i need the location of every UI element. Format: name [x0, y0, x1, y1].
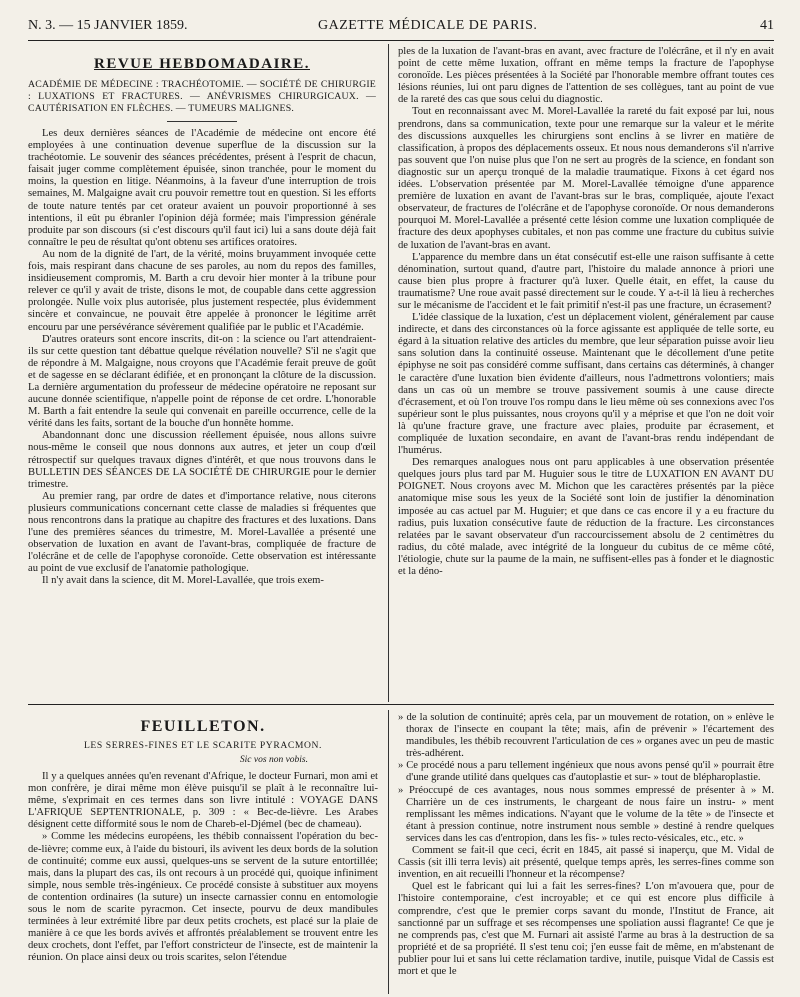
- paragraph: Quel est le fabricant qui lui a fait les serres-fines? L'on m'avouera que, pour de l'histoire contemporaine, c'est incroyable; et ce qui est encore plus difficile à comprendre, c'est que le premier corps savant du monde, l'Institut de France, ait sanctionné par un suffrage et ses récompenses une spoliation aussi flagrante! Ce que je ne comprends pas, c'est que M. Furnari ait assisté l'arme au bras à la destruction de sa propriété et de sa propriété. Il s'est tenu coi; j'en eusse fait de même, en m'abstenant de publier pour lui et sans lui cette réclamation tardive, inutile, puisque Vidal de Cassis est mort et que le: [398, 881, 774, 977]
- paragraph: Les deux dernières séances de l'Académie de médecine ont encore été employées à une continuation devenue superflue de la discussion sur la trachéotomie. Le souvenir des séances précédentes, présent à l'esprit de chacun, faisait juger comme complètement épuisée, sinon tranchée, pour le moment du moins, la question en litige. Néanmoins, à la faveur d'une interruption de trois semaines, M. Malgaigne avait cru pouvoir remettre tout en question. Si les efforts de toute nature tentés par cet orateur avaient un pouvoir proportionné à ses intentions, il eût pu ébranler l'opinion déjà formée; mais l'impression générale produite par son discours (si c'est discours qu'il faut ici) lui a sans doute déjà fait connaître le peu de résultat qu'ont obtenu ses artifices oratoires.: [28, 128, 376, 248]
- feuilleton-title: FEUILLETON.: [140, 718, 266, 735]
- feuilleton-left-column: [28, 712, 378, 994]
- paragraph: Il y a quelques années qu'en revenant d'Afrique, le docteur Furnari, mon ami et mon confrère, je dirai même mon élève puisqu'il se plaît à le reconnaître lui-même, s'exprimait en ces termes dans son livre intitulé : VOYAGE DANS L'AFRIQUE SEPTENTRIONALE, p. 309 : « Bec-de-lièvre. Les Arabes désignent cette difformité sous le nom de Chareb-el-Djémel (bec de chameau).: [28, 771, 378, 831]
- journal-title: GAZETTE MÉDICALE DE PARIS.: [318, 18, 538, 33]
- issue-number: N. 3. — 15 JANVIER 1859.: [28, 18, 188, 33]
- paragraph: Au nom de la dignité de l'art, de la vérité, moins bruyamment invoquée cette fois, mais respirant dans chacune de ses paroles, au nom du repos des familles, insidieusement compromis, M. Barth a cru devoir hier monter à la tribune pour relever ce qu'il y avait de triste, disons le mot, de coupable dans cette aggression prolongée. Nulle voix plus autorisée, plus justement respectée, plus évidemment sincère et convaincue, ne pouvait être appelée à prononcer le légitime arrêt encouru par une persévérance sévèrement qualifiée par le public et l'Académie.: [28, 248, 376, 333]
- paragraph: L'apparence du membre dans un état consécutif est-elle une raison suffisante à cette dénomination, surtout quand, d'autre part, l'histoire du malade annonce à priori une cause bien plus propre à fracturer qu'à luxer. Quelle était, en effet, la cause du traumatisme? Une roue avait passé directement sur le coude. Y a-t-il là lieu à recherches sur le mécanisme de l'accident et le fait primitif n'est-il pas une fracture, un écrasement?: [398, 251, 774, 311]
- paragraph: Des remarques analogues nous ont paru applicables à une observation présentée quelques jours plus tard par M. Huguier sous le titre de LUXATION EN AVANT DU POIGNET. Nous croyons avec M. Michon que les caractères présentés par la pièce anatomique mise sous les yeux de la Société sont loin de justifier la dénomination imposée au cas actuel par M. Huguier; et que dans ce cas encore il y a eu fracture du radius, puis luxation consécutive faute de réduction de la fracture. Les circonstances relatées par le savant observateur d'un raccourcissement absolu de 2 centimètres du radius, du côté malade, avec intégrité de la longueur du cubitus de ce même côté, l'étiologie, chute sur la paume de la main, ne suffisent-elles pas à fonder et le diagnostic et la déno-: [398, 457, 774, 578]
- revue-left-column: [28, 50, 376, 702]
- epigraph: Sic vos non vobis.: [239, 755, 308, 765]
- paragraph: D'autres orateurs sont encore inscrits, dit-on : la science ou l'art attendraient-ils sur cette question tant débattue quelque révélation nouvelle? S'il ne s'agit que de répondre à M. Malgaigne, nous croyons que l'Académie ferait preuve de goût et de sagesse en se déclarant édifiée, et en prononçant la clôture de la discussion. La dernière argumentation du professeur de médecine opératoire ne reposant sur aucune donnée scientifique, n'appelle point de réponse de cet ordre. L'honorable M. Barth a fait entendre la seule qui convenait en pareille occurrence, celle de la vérité dans les faits, sortant de la bouche d'un honnête homme.: [28, 333, 376, 430]
- quote-block: » Préoccupé de ces avantages, nous nous sommes empressé de présenter à » M. Charrière un de ces instruments, le chargeant de nous faire un instru- » ment remplissant les mêmes indications. N'ayant que le volume de la tête » de l'insecte et étant à pression continue, notre instrument nous semble » destiné à rendre quelques services dans les cas d'entropion, dans les fis- » tules recto-vésicales, etc., etc. »: [398, 784, 774, 844]
- title-rule: [167, 121, 237, 122]
- page-number: 41: [760, 18, 774, 33]
- paragraph: » Comme les médecins européens, les thébib connaissent l'opération du bec-de-lièvre; comme eux, à l'aide du bistouri, ils avivent les deux bords de la solution de continuité; comme eux aussi, quelques-uns se servent de la suture entortillée; mais, dans la plupart des cas, ils ont recours à un procédé qui, quoique infiniment simple, nous semble très-ingénieux. Ce procédé consiste à substituer aux moyens de contention ordinaires (la suture) un insecte carnassier connu en entomologie sous le nom de scarite pyracmon. Cet insecte, pourvu de deux mandibules terminées à leur extrémité libre par deux petits crochets, est placé sur la plaie de manière à ce que les bords avivés et affrontés préalablement se trouvent entre les deux crochets, dont l'effet, par l'effort constricteur de l'insecte, est de maintenir la réunion. On place ainsi deux ou trois scarites, selon l'étendue: [28, 831, 378, 964]
- paragraph: Tout en reconnaissant avec M. Morel-Lavallée la rareté du fait exposé par lui, nous prendrons, dans sa communication, texte pour une remarque sur la valeur et le mérite des discussions auxquelles les chirurgiens sont enclins à se livrer en matière de classification, à propos des déplacements osseux. Et nous nous demanderons s'il n'arrive pas souvent que l'on nuise plus que l'on ne sert au progrès de la science, en fondant son diagnostic sur un aperçu tronqué de la maladie traumatique. Fixons à cet égard nos idées. L'observation présentée par M. Morel-Lavallée témoigne d'une apparence première de luxation en avant de l'avant-bras sur le bras, compliquée, ajoute l'exact observateur, de fractures de l'olécrâne et de l'apophyse coronoïde. Or nous demanderons pourquoi M. Morel-Lavallée a présenté cette lésion comme une luxation compliquée de fracture des deux apophyses cubitales, et non pas comme une fracture du cubitus suivie de luxation de l'avant-bras en avant.: [398, 106, 774, 251]
- revue-right-column: [398, 46, 774, 702]
- column-divider-top: [388, 44, 389, 702]
- revue-subtitle: ACADÉMIE DE MÉDECINE : TRACHÉOTOMIE. — SOCIÉTÉ DE CHIRURGIE : LUXATIONS ET FRACTURES. — ANÉVRISMES CHIRURGICAUX. — CAUTÉRISATION EN FLÈCHES. — TUMEURS MALIGNES.: [28, 79, 376, 114]
- paragraph: ples de la luxation de l'avant-bras en avant, avec fracture de l'olécrâne, et il n'y en avait point de cette même luxation, offrant en même temps la fracture de l'apophyse coronoïde. Les pièces présentées à la Société par l'honorable membre offrant toutes ces lésions réunies, lui ont paru dignes de l'attention de ses collègues, tant au point de vue de la rareté des cas que sous celui du diagnostic.: [398, 46, 774, 106]
- paragraph: Il n'y avait dans la science, dit M. Morel-Lavallée, que trois exem-: [42, 575, 324, 587]
- paragraph: Abandonnant donc une discussion réellement épuisée, nous allons suivre nous-même le conseil que nous donnons aux autres, et jeter un coup d'œil rétrospectif sur quelques travaux dignes d'intérêt, et que nous trouvons dans le BULLETIN DES SÉANCES DE LA SOCIÉTÉ DE CHIRURGIE pour le dernier trimestre.: [28, 430, 376, 490]
- paragraph: Au premier rang, par ordre de dates et d'importance relative, nous citerons plusieurs communications concernant cette classe de maladies si fréquentes que nous rencontrons dans la pratique au chapitre des fractures et des luxations. Dans l'une des premières séances du trimestre, M. Morel-Lavallée a présenté une observation de luxation en avant de l'avant-bras, compliquée de fracture de l'olécrâne et de celle de l'apophyse coronoïde. Cette observation est intéressante au point de vue exclusif de l'anatomie pathologique.: [28, 490, 376, 575]
- quote-block: » de la solution de continuité; après cela, par un mouvement de rotation, on » enlève le thorax de l'insecte en coupant la tête; mais, afin de prévenir » l'écartement des mandibules, les thébib recouvrent l'articulation de ces » organes avec un peu de mastic très-adhérent.: [398, 712, 774, 760]
- paragraph: L'idée classique de la luxation, c'est un déplacement violent, généralement par cause indirecte, et dans des circonstances où la force agissante est appliquée de telle sorte, eu égard à la situation relative des articles du membre, que leur séparation puisse avoir lieu sans solution dans la continuité osseuse. Maintenant que le décollement d'une petite épiphyse ne soit pas considéré comme suffisant, dans certains cas déterminés, à changer le caractère d'une luxation bien évidente d'ailleurs, nous l'admettrons volontiers; mais dans un cas où un membre se trouve passivement soumis à une cause directe d'écrasement, et où l'on trouve l'os rompu dans le lieu même où ses connexions avec l'os supérieur sont le plus puissantes, nous croyons qu'il y a méprise et que l'on ne doit voir là qu'une fracture grave, une fracture avec plaies, produite par écrasement, et compliquée de luxation secondaire, en avant de l'avant-bras rendu indépendant de l'humérus.: [398, 312, 774, 457]
- page-header: [28, 10, 774, 41]
- feuilleton-divider: [28, 704, 774, 705]
- revue-title: REVUE HEBDOMADAIRE.: [93, 56, 310, 72]
- paragraph: Comment se fait-il que ceci, écrit en 1845, ait passé si inaperçu, que M. Vidal de Cassis (sit illi terra levis) ait présenté, quelque temps après, les serres-fines comme son invention, en ait recueilli l'honneur et la récompense?: [398, 845, 774, 881]
- feuilleton-right-column: [398, 712, 774, 994]
- feuilleton-subtitle: LES SERRES-FINES ET LE SCARITE PYRACMON.: [83, 740, 323, 751]
- column-divider-bottom: [388, 710, 389, 994]
- quote-block: » Ce procédé nous a paru tellement ingénieux que nous avons pensé qu'il » pourrait être d'une grande utilité dans quelques cas d'autoplastie et sur- » tout de blépharoplastie.: [398, 760, 774, 784]
